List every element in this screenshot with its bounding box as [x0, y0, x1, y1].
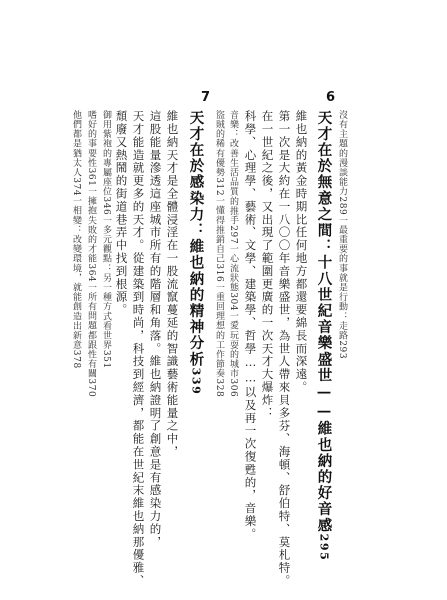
toc-entry-page: 316	[214, 263, 224, 283]
chapter-7-title	[188, 110, 203, 395]
chapter-6-item-line	[337, 110, 346, 359]
toc-separator: 一	[101, 215, 111, 225]
toc-entry-page: 378	[71, 349, 81, 369]
toc-entry-page: 351	[101, 349, 111, 369]
chapter-6-body-line: 第一次是大約在一八〇〇年音樂盛世，為世人帶來貝多芬、海頓、舒伯特、莫札特。	[277, 110, 292, 588]
chapter-6-tail-line	[214, 110, 223, 397]
toc-separator: 一	[86, 282, 96, 292]
toc-entry-page: 328	[214, 378, 224, 398]
toc-entry-text: 御用紫袍的專屬座位	[101, 110, 111, 197]
toc-entry-page: 297	[228, 225, 238, 245]
chapter-6-title	[316, 110, 331, 561]
toc-entry-text: 音樂：改善生活品質的推手	[228, 110, 238, 226]
chapter-7-tail-line	[71, 110, 80, 369]
toc-entry-text: 懂得推銷自己	[214, 205, 224, 264]
toc-entry-page: 306	[228, 378, 238, 398]
toc-separator: 一	[337, 215, 347, 225]
chapter-7-tail-line	[101, 110, 110, 369]
toc-entry-text: 相變：改變環境，就能創造出新意	[71, 205, 81, 350]
toc-entry-page: 304	[228, 292, 238, 312]
chapter-6-body-line: 科學、心理學、藝術、文學、建築學、哲學……以及再一次復甦的，音樂。	[243, 110, 258, 541]
chapter-6-body-line: 在一世紀之後，又出現了範圍更廣的一次天才大爆炸：	[260, 110, 275, 420]
chapter-7-body-line: 天才能造就更多的天才。從建築到時尚，科技到經濟，都能在世紀末維也納那優雅、	[131, 110, 146, 588]
toc-separator: 一	[86, 186, 96, 197]
toc-entry-text: 擁抱失敗的才能	[86, 196, 96, 264]
chapter-6-body-line: 維也納的黃金時期比任何地方都還要綿長而深遠。	[294, 110, 309, 394]
toc-entry-text: 愛玩耍的城市	[228, 320, 238, 379]
toc-separator: 一	[71, 196, 81, 206]
toc-separator: 一	[214, 196, 224, 206]
toc-entry-text: 所有問題都跟性有關	[86, 292, 96, 379]
toc-entry-page: 364	[86, 263, 96, 283]
toc-entry-page: 361	[86, 167, 96, 187]
chapter-7-body-line: 這股能量滲透這座城市所有的階層和角落。維也納證明了創意是有感染力的，	[148, 110, 163, 549]
toc-entry-page: 370	[86, 378, 96, 398]
toc-separator: 一	[214, 282, 224, 292]
chapter-6-tail-line	[228, 110, 237, 397]
chapter-7-number: 7	[201, 90, 211, 105]
toc-entry-text: 重回理想的工作節奏	[214, 292, 224, 379]
toc-entry-page: 346	[101, 196, 111, 216]
toc-entry-text: 嗜好的事要性	[86, 110, 96, 168]
toc-entry-text: 沒有主題的漫談能力	[337, 110, 347, 197]
chapter-6-number: 6	[326, 90, 336, 105]
chapter-title-page: 339	[189, 367, 203, 396]
toc-entry-page: 312	[214, 177, 224, 197]
toc-entry-text: 最重要的事就是行動：走路	[337, 225, 347, 341]
toc-entry-page: 289	[337, 196, 347, 216]
toc-entry-page: 293	[337, 340, 347, 360]
toc-entry-page: 374	[71, 177, 81, 197]
chapter-title-text: 天才在於無意之間：十八世紀音樂盛世——維也納的好音感	[315, 110, 333, 534]
chapter-title-text: 天才在於感染力：維也納的精神分析	[187, 110, 205, 368]
toc-entry-text: 盜賊的稀有優勢	[214, 110, 224, 178]
toc-entry-text: 心流狀態	[228, 253, 238, 293]
toc-entry-text: 他們都是猶太人	[71, 110, 81, 178]
chapter-7-body-line: 維也納天才是全體浸淫在一股流竄蔓延的智識藝術能量之中，	[165, 110, 180, 459]
chapter-7-body-line: 頹廢又熱鬧的街道巷弄中找到根源。	[114, 110, 129, 317]
chapter-7-tail-line	[86, 110, 95, 397]
toc-separator: 一	[228, 244, 238, 254]
chapter-title-page: 295	[317, 533, 331, 562]
toc-entry-text: 多元觀點：另一種方式看世界	[101, 225, 111, 350]
toc-separator: 一	[228, 311, 238, 321]
